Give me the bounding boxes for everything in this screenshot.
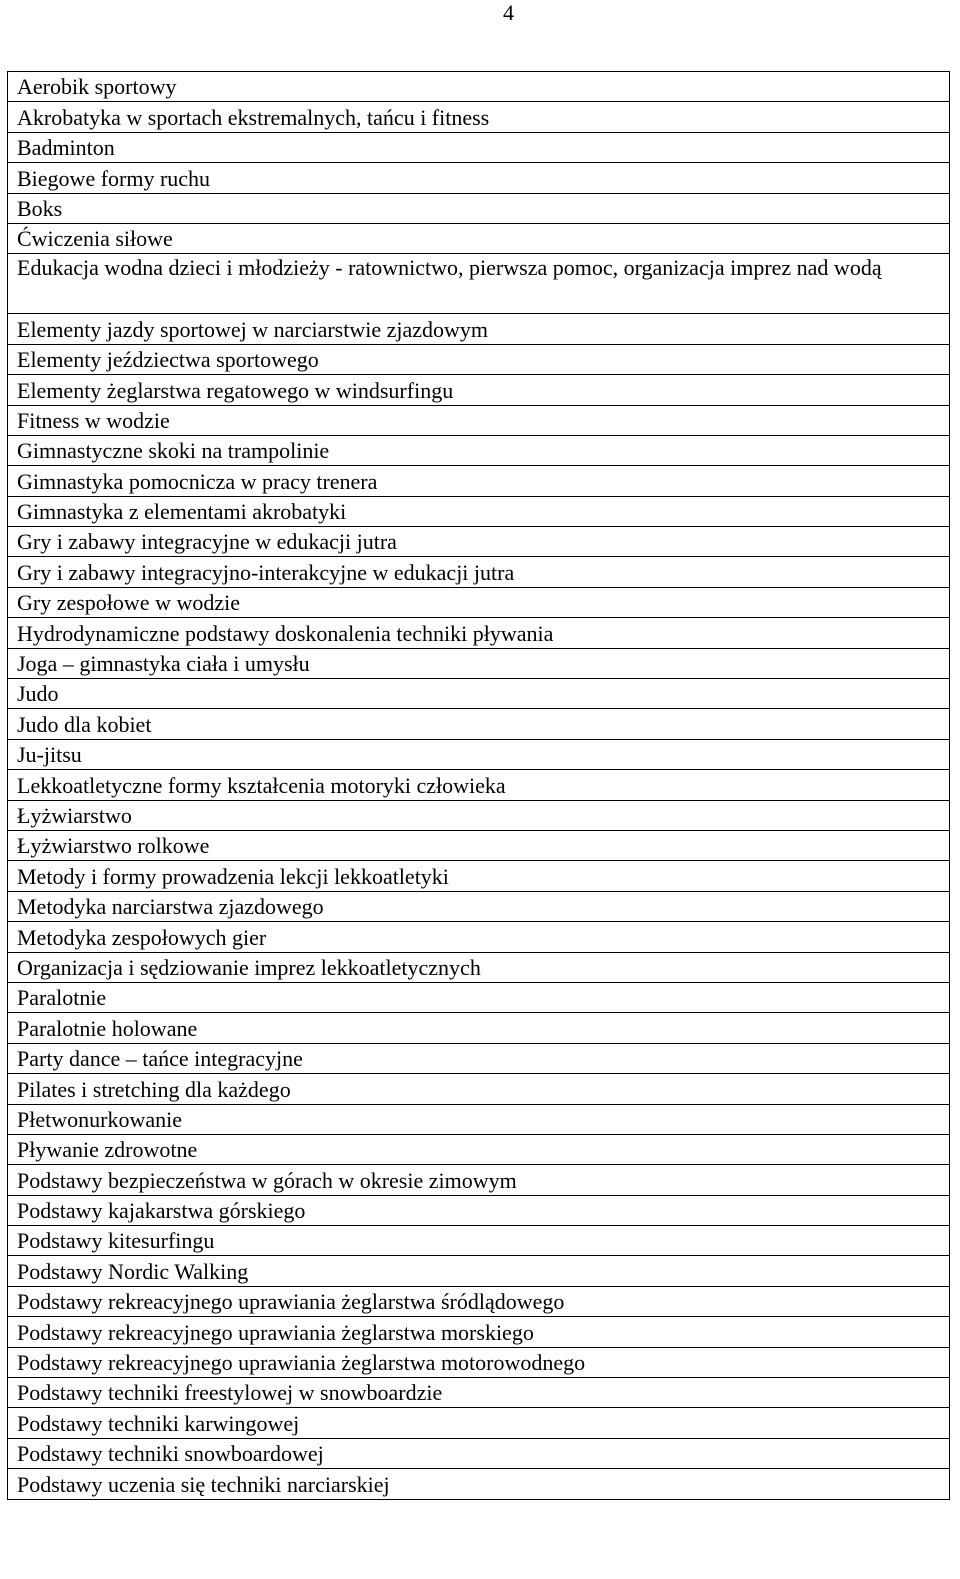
course-name-cell: Gry i zabawy integracyjne w edukacji jutra xyxy=(8,527,950,557)
table-row xyxy=(8,1256,950,1286)
course-name-cell: Akrobatyka w sportach ekstremalnych, tańcu i fitness xyxy=(8,102,950,132)
course-name-cell: Podstawy rekreacyjnego uprawiania żeglarstwa śródlądowego xyxy=(8,1286,950,1316)
course-name-cell: Podstawy techniki snowboardowej xyxy=(8,1438,950,1468)
table-row xyxy=(8,982,950,1012)
course-name-cell: Edukacja wodna dzieci i młodzieży - ratownictwo, pierwsza pomoc, organizacja imprez nad wodą xyxy=(8,254,950,314)
course-name-cell: Metodyka zespołowych gier xyxy=(8,922,950,952)
course-name-cell: Podstawy techniki karwingowej xyxy=(8,1408,950,1438)
table-row xyxy=(8,800,950,830)
course-name-cell: Organizacja i sędziowanie imprez lekkoatletycznych xyxy=(8,952,950,982)
table-row xyxy=(8,830,950,860)
course-name-cell: Podstawy rekreacyjnego uprawiania żeglarstwa morskiego xyxy=(8,1317,950,1347)
course-name-cell: Podstawy kitesurfingu xyxy=(8,1226,950,1256)
table-row xyxy=(8,405,950,435)
course-name-cell: Paralotnie xyxy=(8,982,950,1012)
table-row xyxy=(8,163,950,193)
table-row xyxy=(8,739,950,769)
table-row xyxy=(8,1043,950,1073)
table-row xyxy=(8,72,950,102)
course-name-cell: Podstawy rekreacyjnego uprawiania żeglarstwa motorowodnego xyxy=(8,1347,950,1377)
table-row xyxy=(8,132,950,162)
table-row xyxy=(8,952,950,982)
table-row xyxy=(8,1013,950,1043)
course-name-cell: Metodyka narciarstwa zjazdowego xyxy=(8,891,950,921)
course-name-cell: Metody i formy prowadzenia lekcji lekkoatletyki xyxy=(8,861,950,891)
course-name-cell: Elementy żeglarstwa regatowego w windsurfingu xyxy=(8,375,950,405)
course-list-table xyxy=(7,71,950,1500)
course-name-cell: Pływanie zdrowotne xyxy=(8,1134,950,1164)
table-row xyxy=(8,648,950,678)
course-name-cell: Gimnastyka pomocnicza w pracy trenera xyxy=(8,466,950,496)
course-name-cell: Podstawy kajakarstwa górskiego xyxy=(8,1195,950,1225)
course-name-cell: Gry i zabawy integracyjno-interakcyjne w edukacji jutra xyxy=(8,557,950,587)
course-name-cell: Fitness w wodzie xyxy=(8,405,950,435)
table-row xyxy=(8,587,950,617)
course-name-cell: Ćwiczenia siłowe xyxy=(8,223,950,253)
table-row xyxy=(8,102,950,132)
course-name-cell: Judo xyxy=(8,679,950,709)
table-row xyxy=(8,709,950,739)
course-name-cell: Lekkoatletyczne formy kształcenia motoryki człowieka xyxy=(8,770,950,800)
table-row xyxy=(8,1104,950,1134)
table-row xyxy=(8,314,950,344)
table-row xyxy=(8,1226,950,1256)
table-row xyxy=(8,922,950,952)
table-row xyxy=(8,435,950,465)
course-name-cell: Podstawy bezpieczeństwa w górach w okresie zimowym xyxy=(8,1165,950,1195)
course-name-cell: Aerobik sportowy xyxy=(8,72,950,102)
table-row xyxy=(8,891,950,921)
course-list-body xyxy=(8,72,950,1500)
table-row xyxy=(8,1074,950,1104)
course-name-cell: Ju-jitsu xyxy=(8,739,950,769)
course-name-cell: Podstawy Nordic Walking xyxy=(8,1256,950,1286)
table-row xyxy=(8,1165,950,1195)
course-name-cell: Boks xyxy=(8,193,950,223)
table-row xyxy=(8,557,950,587)
table-row xyxy=(8,375,950,405)
course-name-cell: Płetwonurkowanie xyxy=(8,1104,950,1134)
course-name-cell: Joga – gimnastyka ciała i umysłu xyxy=(8,648,950,678)
course-name-cell: Gimnastyka z elementami akrobatyki xyxy=(8,496,950,526)
course-name-cell: Party dance – tańce integracyjne xyxy=(8,1043,950,1073)
table-row xyxy=(8,527,950,557)
table-row xyxy=(8,679,950,709)
table-row xyxy=(8,344,950,374)
table-row xyxy=(8,770,950,800)
course-name-cell: Łyżwiarstwo rolkowe xyxy=(8,830,950,860)
table-row xyxy=(8,1286,950,1316)
course-name-cell: Gry zespołowe w wodzie xyxy=(8,587,950,617)
course-name-cell: Elementy jazdy sportowej w narciarstwie zjazdowym xyxy=(8,314,950,344)
course-name-cell: Gimnastyczne skoki na trampolinie xyxy=(8,435,950,465)
course-name-cell: Paralotnie holowane xyxy=(8,1013,950,1043)
table-row xyxy=(8,1134,950,1164)
table-row xyxy=(8,466,950,496)
table-row xyxy=(8,1469,950,1499)
table-row xyxy=(8,618,950,648)
course-name-cell: Biegowe formy ruchu xyxy=(8,163,950,193)
table-row xyxy=(8,1378,950,1408)
table-row xyxy=(8,223,950,253)
course-name-cell: Łyżwiarstwo xyxy=(8,800,950,830)
table-row xyxy=(8,1195,950,1225)
page-number: 4 xyxy=(503,0,514,25)
course-name-cell: Pilates i stretching dla każdego xyxy=(8,1074,950,1104)
table-row xyxy=(8,861,950,891)
table-row xyxy=(8,496,950,526)
table-row xyxy=(8,1408,950,1438)
course-name-cell: Podstawy uczenia się techniki narciarskiej xyxy=(8,1469,950,1499)
table-row xyxy=(8,1438,950,1468)
course-name-cell: Elementy jeździectwa sportowego xyxy=(8,344,950,374)
course-name-cell: Hydrodynamiczne podstawy doskonalenia techniki pływania xyxy=(8,618,950,648)
course-name-cell: Judo dla kobiet xyxy=(8,709,950,739)
course-name-cell: Badminton xyxy=(8,132,950,162)
table-row xyxy=(8,193,950,223)
table-row xyxy=(8,1347,950,1377)
table-row xyxy=(8,254,950,314)
course-name-cell: Podstawy techniki freestylowej w snowboardzie xyxy=(8,1378,950,1408)
table-row xyxy=(8,1317,950,1347)
